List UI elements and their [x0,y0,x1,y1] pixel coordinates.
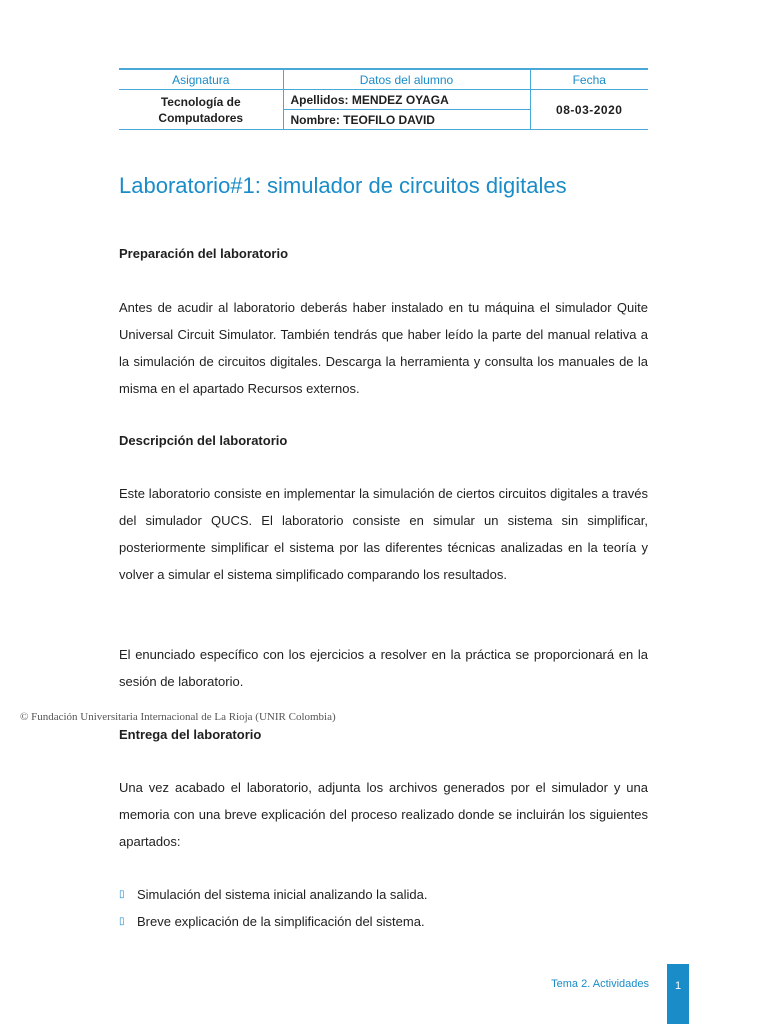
desc-heading: Descripción del laboratorio [119,433,288,448]
delivery-heading: Entrega del laboratorio [119,727,262,742]
surname-cell: Apellidos: MENDEZ OYAGA [283,90,530,110]
desc-paragraph-2: El enunciado específico con los ejercicios a resolver en la práctica se proporcionará en la sesión de laboratorio. [119,647,648,689]
subject-column-header: Asignatura [119,69,283,90]
subject-line-2: Computadores [158,110,244,125]
list-item-text: Breve explicación de la simplificación del sistema. [137,914,425,929]
bullet-icon: ▯ [119,916,125,927]
page-title: Laboratorio#1: simulador de circuitos digitales [119,173,567,198]
list-item-text: Simulación del sistema inicial analizando la salida. [137,887,428,902]
copyright-notice: © Fundación Universitaria Internacional de La Rioja (UNIR Colombia) [20,711,336,723]
delivery-paragraph: Una vez acabado el laboratorio, adjunta los archivos generados por el simulador y una memoria con una breve explicación del proceso realizado donde se incluirán los siguientes apartados: [119,780,648,849]
footer-section-label: Tema 2. Actividades [551,978,649,990]
prep-heading: Preparación del laboratorio [119,246,289,261]
desc-paragraph: Este laboratorio consiste en implementar la simulación de ciertos circuitos digitales a través del simulador QUCS. El laboratorio consiste en simular un sistema sin simplificar, posteriormente simplificar el sistema por las diferentes técnicas analizadas en la teoría y volver a simular el sistema simplificado comparando los resultados. [119,486,648,582]
student-column-header: Datos del alumno [283,69,530,90]
list-item [119,908,648,935]
name-cell: Nombre: TEOFILO DAVID [283,110,530,130]
date-column-header: Fecha [530,69,648,90]
bullet-icon: ▯ [119,889,125,900]
date-cell: 08-03-2020 [530,90,648,130]
delivery-list [119,881,648,935]
subject-line-1: Tecnología de [160,94,241,109]
subject-cell [119,90,283,130]
page-number: 1 [667,964,689,1024]
student-info-table [119,68,648,130]
list-item [119,881,648,908]
prep-paragraph: Antes de acudir al laboratorio deberás haber instalado en tu máquina el simulador Quite Universal Circuit Simulator. También tendrás que haber leído la parte del manual relativa a la simulación de circuitos digitales. Descarga la herramienta y consulta los manuales de la misma en el apartado Recursos externos. [119,300,648,396]
